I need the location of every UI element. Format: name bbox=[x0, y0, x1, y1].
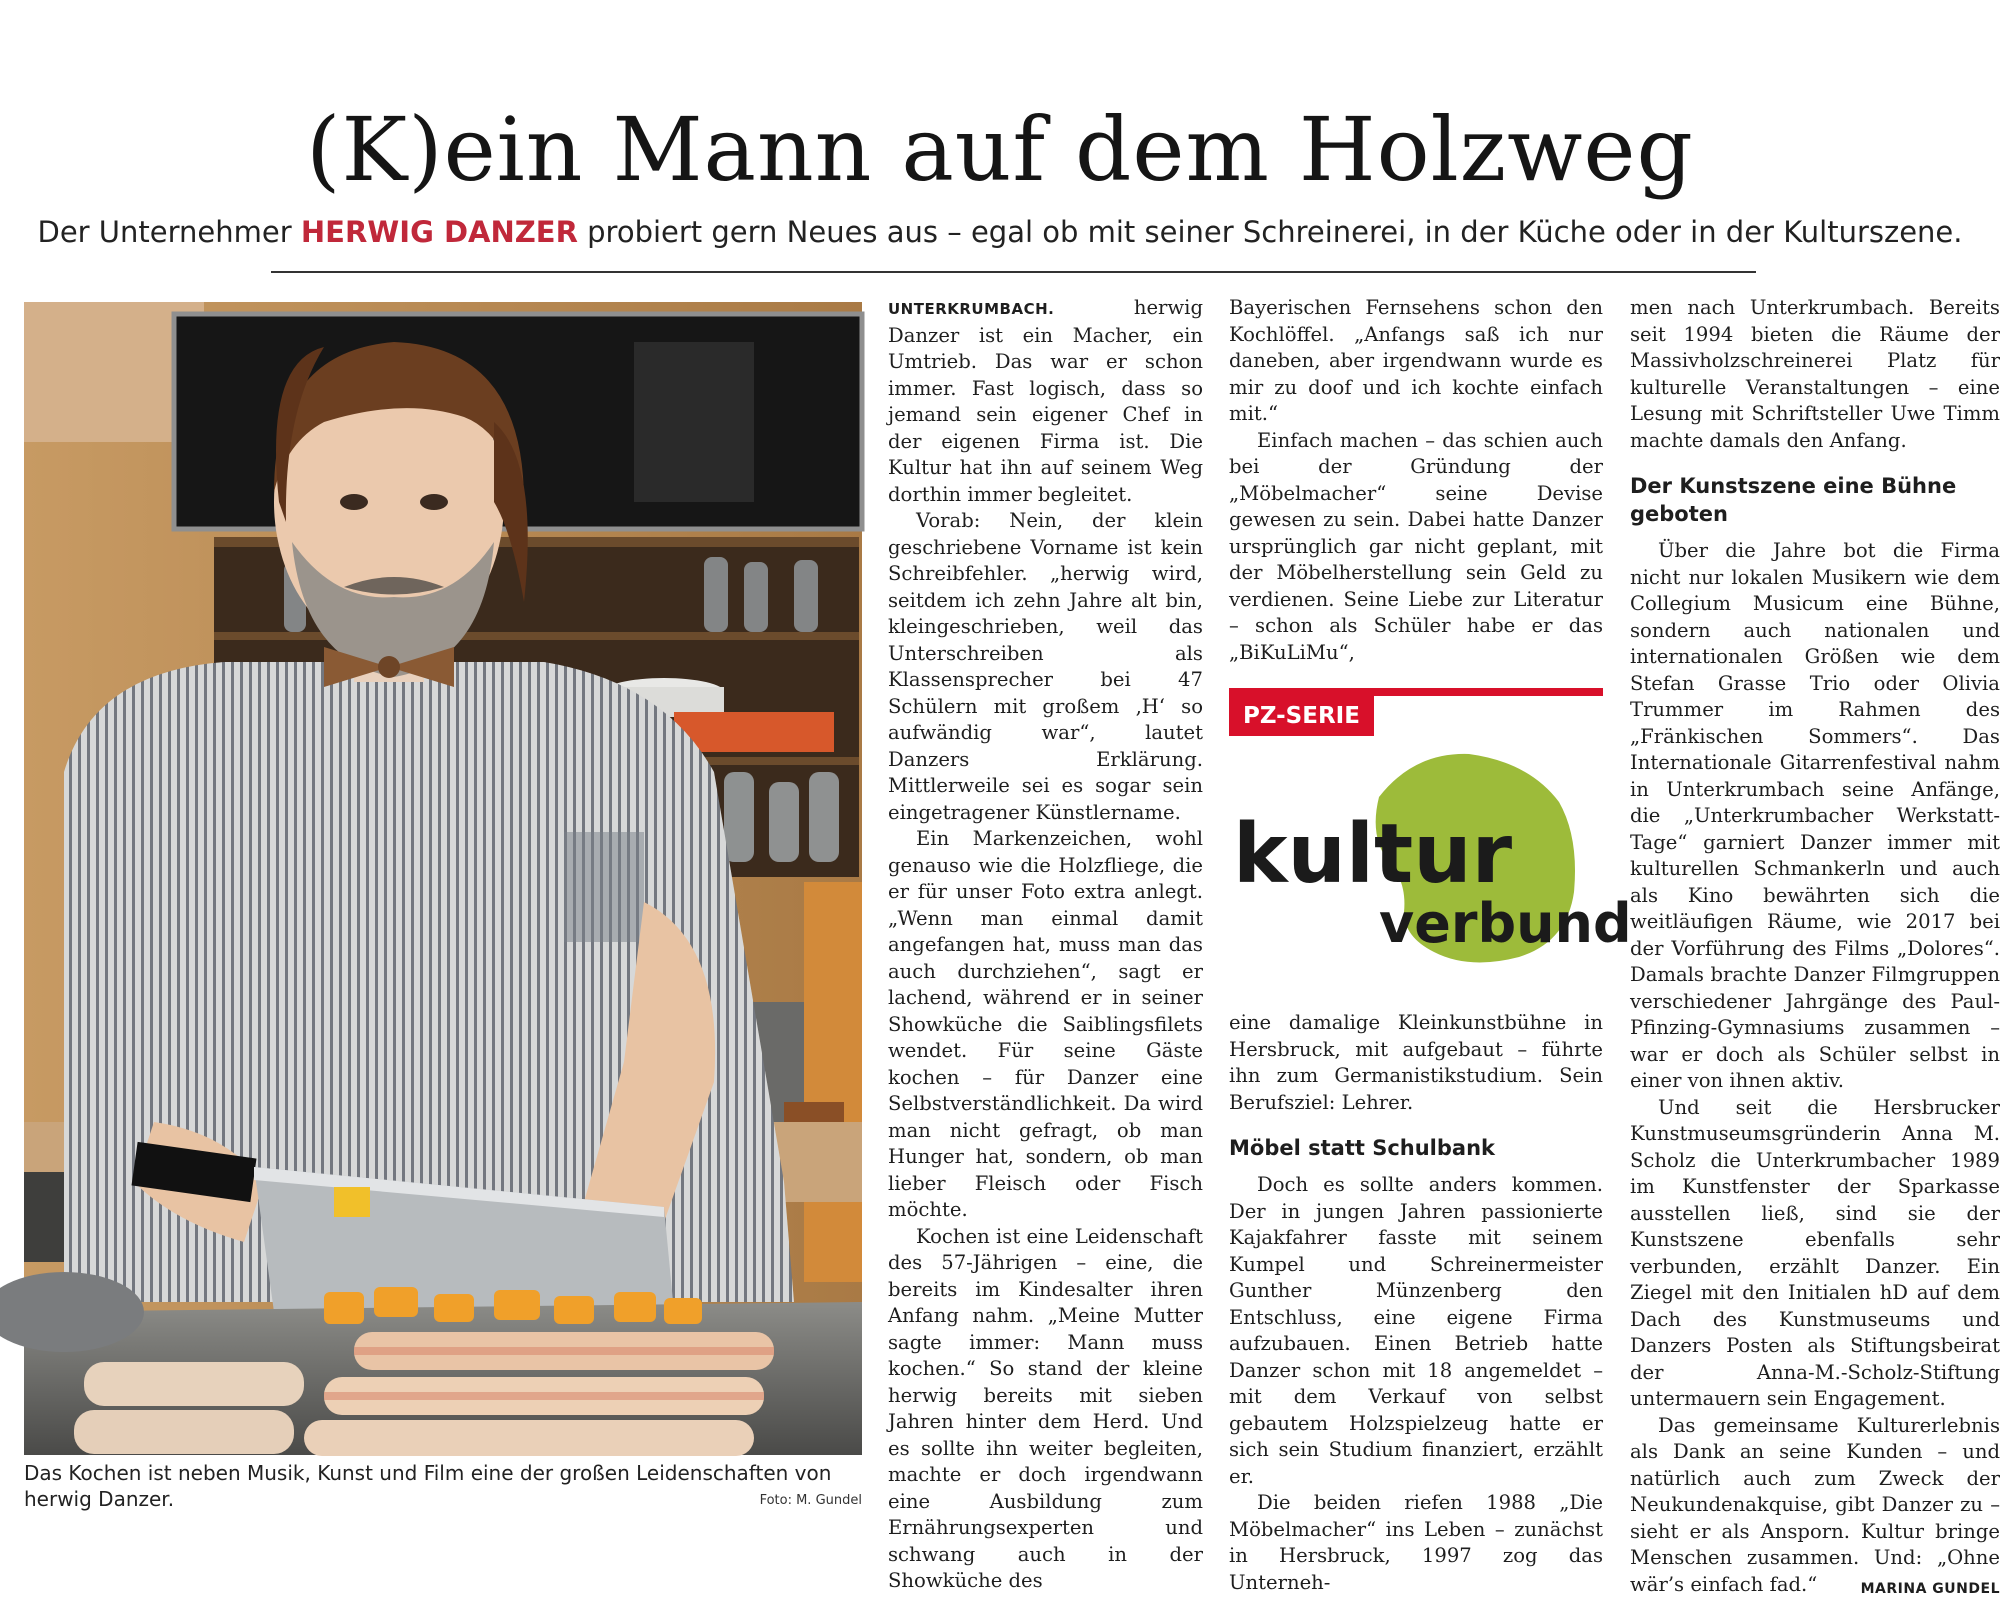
photo-credit: Foto: M. Gundel bbox=[760, 1488, 862, 1514]
paragraph bbox=[1630, 1413, 2000, 1599]
dateline: UNTERKRUMBACH. bbox=[888, 300, 1054, 318]
subheading-moebel: Möbel statt Schulbank bbox=[1229, 1134, 1603, 1162]
paragraph: Vorab: Nein, der klein geschriebene Vorname ist kein Schreibfehler. „herwig wird, seitdem ich zehn Jahre alt bin, kleingeschrieben, weil das Unterschreiben als Klassensprecher bei 47 Schülern mit großem ‚H‘ so aufwändig war“, lautet Danzers Erklärung. Mittlerweile sei es sogar sein eingetragener Künstlername. bbox=[888, 508, 1203, 826]
paragraph: eine damalige Kleinkunstbühne in Hersbruck, mit aufgebaut – führte ihn zum Germanistikstudium. Sein Berufsziel: Lehrer. bbox=[1229, 1010, 1603, 1116]
author-byline: MARINA GUNDEL bbox=[1833, 1576, 2000, 1602]
subheading-kunstszene: Der Kunstszene eine Bühne geboten bbox=[1630, 472, 2000, 528]
logo-word-kultur: kultur bbox=[1233, 807, 1513, 902]
paragraph: Die beiden riefen 1988 „Die Möbelmacher“ ins Leben – zunächst in Hersbruck, 1997 zog das Unterneh- bbox=[1229, 1490, 1603, 1596]
paragraph: Und seit die Hersbrucker Kunstmuseumsgründerin Anna M. Scholz die Unterkrumbacher 1989 im Kunstfenster der Sparkasse ausstellen ließ, sind sie der Kunstszene ebenfalls sehr verbunden, erzählt Danzer. Ein Ziegel mit den Initialen hD auf dem Dach des Kunstmuseums und Danzers Posten als Stiftungsbeirat der Anna-M.-Scholz-Stiftung untermauern sein Engagement. bbox=[1630, 1095, 2000, 1413]
subheadline-person-name: HERWIG DANZER bbox=[301, 215, 578, 249]
paragraph: Einfach machen – das schien auch bei der Gründung der „Möbelmacher“ seine Devise gewesen zu sein. Dabei hatte Danzer ursprünglich gar nicht geplant, mit der Möbelherstellung sein Geld zu verdienen. Seine Liebe zur Literatur – schon als Schüler habe er das „BiKuLiMu“, bbox=[1229, 428, 1603, 667]
lead-text: herwig Danzer ist ein Macher, ein Umtrieb. Das war er schon immer. Fast logisch, dass so jemand sein eigener Chef in der eigenen Firma ist. Die Kultur hat ihn auf seinem Weg dorthin immer begleitet. bbox=[888, 296, 1203, 506]
paragraph: Über die Jahre bot die Firma nicht nur lokalen Musikern wie dem Collegium Musicum eine Bühne, sondern auch nationalen und internationalen Größen wie dem Stefan Grasse Trio oder Olivia Trummer im Rahmen des „Fränkischen Sommers“. Das Internationale Gitarrenfestival nahm in Unterkrumbach seine Anfänge, die „Unterkrumbacher Werkstatt-Tage“ garniert Danzer immer mit kulturellen Schmankerln und auch als Kino bewährten sich die weitläufigen Räume, wie 2017 bei der Vorführung des Films „Dolores“. Damals brachte Danzer Filmgruppen verschiedener Jahrgänge des Paul-Pfinzing-Gymnasiums zusammen – war er doch als Schüler selbst in einer von ihnen aktiv. bbox=[1630, 538, 2000, 1095]
article-headline: (K)ein Mann auf dem Holzweg bbox=[0, 100, 2000, 200]
subheadline-text-after: probiert gern Neues aus – egal ob mit seiner Schreinerei, in der Küche oder in der Kulturszene. bbox=[587, 215, 1962, 249]
paragraph: Kochen ist eine Leidenschaft des 57-Jährigen – eine, die bereits im Kindesalter ihren Anfang nahm. „Meine Mutter sagte immer: Mann muss kochen.“ So stand der kleine herwig bereits mit sieben Jahren hinter dem Herd. Und es sollte ihn weiter begleiten, machte er doch irgendwann eine Ausbildung zum Ernährungsexperten und schwang auch in der Showküche des bbox=[888, 1224, 1203, 1595]
article-photo bbox=[24, 302, 862, 1455]
paragraph: men nach Unterkrumbach. Bereits seit 1994 bieten die Räume der Massivholzschreinerei Platz für kulturelle Veranstaltungen – eine Lesung mit Schriftsteller Uwe Timm machte damals den Anfang. bbox=[1630, 295, 2000, 454]
caption-text: Das Kochen ist neben Musik, Kunst und Film eine der großen Leidenschaften von herwig Danzer. bbox=[24, 1461, 831, 1511]
closing-text: Das gemeinsame Kulturerlebnis als Dank an seine Kunden – und natürlich auch zum Zweck der Neukundenakquise, gibt Danzer zu – sieht er als Ansporn. Kultur bringe Menschen zusammen. Und: „Ohne wär’s einfach fad.“ bbox=[1630, 1414, 2000, 1596]
photo-caption bbox=[24, 1460, 862, 1512]
article-column-2-top bbox=[1229, 295, 1603, 666]
article-column-3 bbox=[1630, 295, 2000, 1602]
paragraph: Doch es sollte anders kommen. Der in jungen Jahren passionierte Kajakfahrer fasste mit seinem Kumpel und Schreinermeister Gunther Münzenberg den Entschluss, eine eigene Firma aufzubauen. Einen Betrieb hatte Danzer schon mit 18 angemeldet – mit dem Verkauf von selbst gebautem Holzspielzeug hatte er sich sein Studium finanziert, erzählt er. bbox=[1229, 1172, 1603, 1490]
subheadline-text-before: Der Unternehmer bbox=[37, 215, 291, 249]
paragraph: Ein Markenzeichen, wohl genauso wie die Holzfliege, die er für unser Foto extra anlegt. „Wenn man einmal damit angefangen hat, muss man das auch durchziehen“, sagt er lachend, während er in seiner Showküche die Saiblingsfilets wendet. Für seine Gäste kochen – für Danzer eine Selbstverständlichkeit. Da wird man nicht gefragt, ob man Hunger hat, sondern, ob man lieber Fleisch oder Fisch möchte. bbox=[888, 826, 1203, 1224]
article-subheadline bbox=[0, 212, 2000, 252]
logo-word-verbund: verbund bbox=[1379, 892, 1632, 955]
paragraph: Bayerischen Fernsehens schon den Kochlöffel. „Anfangs saß ich nur daneben, aber irgendwann wurde es mir zu doof und ich kochte einfach mit.“ bbox=[1229, 295, 1603, 428]
series-bar bbox=[1229, 688, 1603, 696]
kulturverbund-logo bbox=[1229, 742, 1603, 972]
headline-divider bbox=[271, 271, 1756, 273]
article-column-1 bbox=[888, 295, 1203, 1595]
series-tag: PZ-SERIE bbox=[1229, 696, 1374, 736]
paragraph-lead bbox=[888, 295, 1203, 508]
article-column-2-bottom bbox=[1229, 1010, 1603, 1596]
series-box bbox=[1229, 688, 1603, 978]
